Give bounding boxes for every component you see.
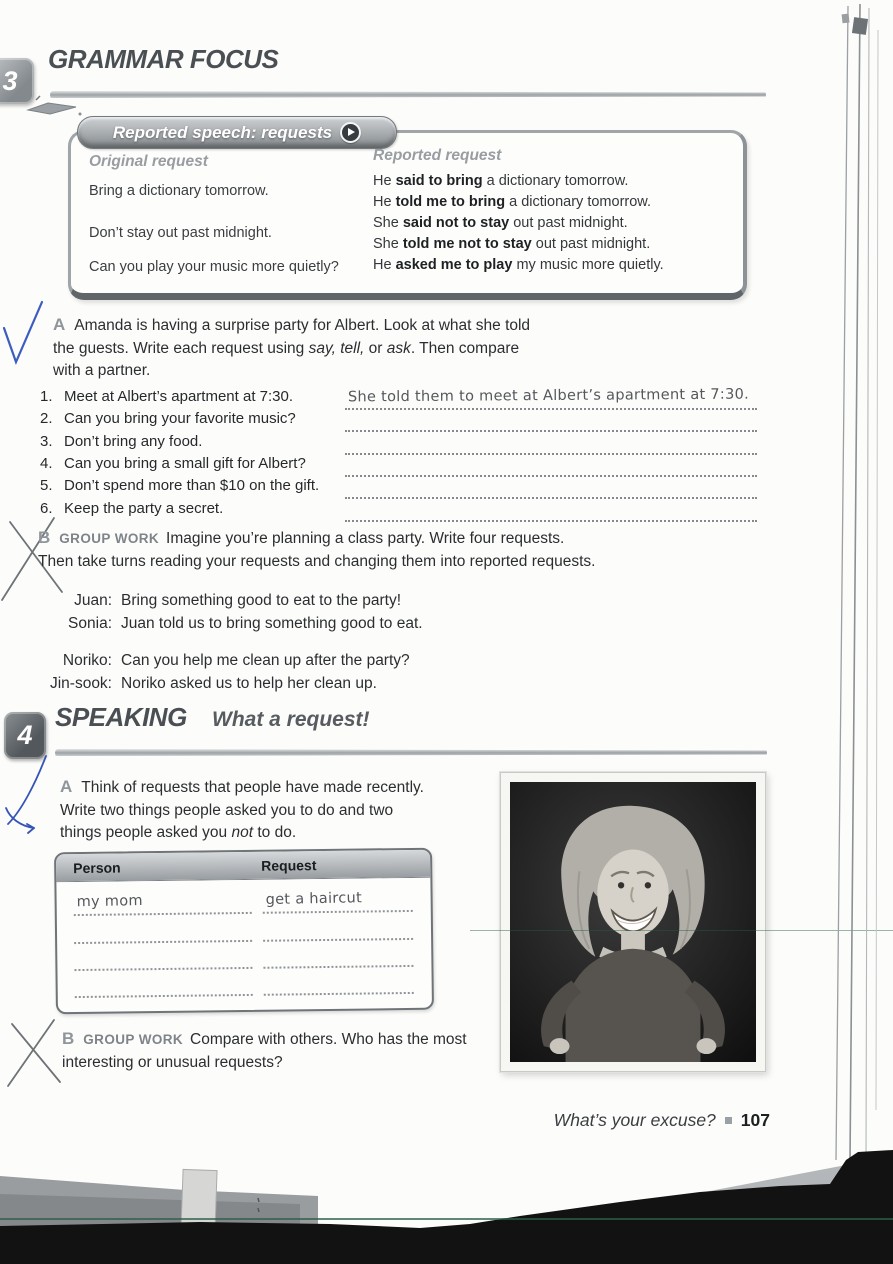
list-item <box>40 477 860 499</box>
list-item <box>40 388 860 410</box>
item-number: 3. <box>40 433 53 450</box>
page-footer <box>430 1110 770 1131</box>
text-line: with a partner. <box>53 362 151 379</box>
answer-line <box>345 386 757 410</box>
request-cell <box>264 974 414 996</box>
text: He <box>373 194 396 210</box>
speaker-name: Noriko: <box>62 652 112 669</box>
handwritten-entry: my mom <box>76 893 144 911</box>
italic-text: ask <box>386 339 411 357</box>
group-work-tag: GROUP WORK <box>83 1032 184 1047</box>
text-line <box>38 527 678 551</box>
text: She <box>373 215 403 231</box>
text: out past midnight. <box>509 215 628 231</box>
dialog-text: Can you help me clean up after the party? <box>121 652 410 669</box>
speaker-name: Jin-sook: <box>49 675 112 692</box>
text: or <box>364 339 387 357</box>
answer-line <box>345 412 757 432</box>
text-line: interesting or unusual requests? <box>62 1053 283 1071</box>
original-request-item: Can you play your music more quietly? <box>89 259 339 275</box>
pen-nib-ornament <box>26 98 84 120</box>
dialog-line <box>36 675 636 693</box>
exercise-3b-instructions <box>38 527 678 573</box>
bold-text: told me not to stay <box>402 236 532 252</box>
text: . Then compare <box>410 339 520 357</box>
request-cell <box>263 947 413 969</box>
grammar-box <box>68 122 747 300</box>
item-text: Can you bring a small gift for Albert? <box>64 455 306 472</box>
dialog-text: Bring something good to eat to the party! <box>121 592 402 609</box>
item-text: Don’t spend more than $10 on the gift. <box>64 477 320 494</box>
text-line <box>62 1028 502 1052</box>
exercise-label-a: A <box>60 777 73 796</box>
text-line <box>60 776 490 800</box>
column-heading-original: Original request <box>89 153 208 170</box>
exercise-label-a: A <box>53 315 66 334</box>
table-row <box>57 892 431 917</box>
handwritten-answer: She told them to meet at Albert’s apartment at 7:30. <box>347 386 750 406</box>
item-text: Keep the party a secret. <box>64 500 224 517</box>
reported-request-column <box>373 147 733 276</box>
original-request-item: Bring a dictionary tomorrow. <box>89 183 269 199</box>
section-number-badge: 4 <box>4 712 46 759</box>
text: a dictionary tomorrow. <box>482 173 629 189</box>
italic-text: not <box>231 824 254 841</box>
dialog-text: Juan told us to bring something good to eat. <box>121 615 423 632</box>
list-item <box>40 455 860 477</box>
reported-request-item <box>373 171 733 192</box>
page-edge-lines <box>826 0 893 1170</box>
text: He <box>373 173 396 189</box>
grammar-box-title: Reported speech: requests <box>112 122 333 142</box>
table-row <box>57 920 431 945</box>
exercise-4a-instructions <box>60 776 490 845</box>
item-number: 1. <box>40 388 53 405</box>
text-line: Write two things people asked you to do and two <box>60 801 394 819</box>
exercise-label-b: B <box>38 528 51 547</box>
answer-line <box>345 479 757 499</box>
footer-bullet <box>725 1117 732 1124</box>
exercise-4b-instructions <box>62 1028 502 1074</box>
list-item <box>40 433 860 455</box>
section-subtitle: What a request! <box>212 708 370 731</box>
group-work-tag: GROUP WORK <box>59 531 160 546</box>
text-line <box>53 314 633 338</box>
text: out past midnight. <box>531 236 651 252</box>
reported-request-item <box>373 213 733 234</box>
text: She <box>373 236 403 252</box>
answer-line <box>345 435 757 455</box>
request-cell <box>263 892 413 914</box>
section-title-speaking: SPEAKING <box>55 702 187 732</box>
bold-text: said not to stay <box>402 215 510 231</box>
text: my music more quietly. <box>512 257 664 273</box>
item-text: Meet at Albert’s apartment at 7:30. <box>64 388 294 405</box>
section-divider-rule <box>55 749 767 756</box>
dialog-line <box>36 615 636 633</box>
person-cell <box>74 922 252 944</box>
portrait-illustration <box>510 782 756 1062</box>
person-cell <box>74 949 252 971</box>
text: Amanda is having a surprise party for Albert. Look at what she told <box>74 317 531 334</box>
person-cell <box>75 976 253 998</box>
reported-request-item <box>373 234 733 255</box>
text: Compare with others. Who has the most <box>190 1031 467 1048</box>
text: the guests. Write each request using <box>53 339 309 357</box>
dialog-line <box>36 652 636 670</box>
blue-checkmark-annotation <box>0 300 50 370</box>
page-number: 107 <box>740 1110 770 1130</box>
item-text: Can you bring your favorite music? <box>64 410 296 427</box>
answer-line <box>345 502 757 522</box>
speaker-name: Juan: <box>74 592 112 609</box>
column-header-person: Person <box>73 859 121 876</box>
item-number: 5. <box>40 477 53 494</box>
italic-text: say, tell, <box>308 339 365 357</box>
speaker-name: Sonia: <box>68 615 112 632</box>
portrait-photo <box>500 772 766 1072</box>
text-line <box>53 338 633 361</box>
bold-text: said to bring <box>395 173 483 189</box>
column-heading-reported: Reported request <box>373 147 502 164</box>
section-divider-rule <box>50 91 766 98</box>
grammar-box-tab <box>77 116 397 149</box>
dialog-text: Noriko asked us to help her clean up. <box>121 675 377 692</box>
table-row <box>57 947 431 972</box>
reported-request-item <box>373 255 733 276</box>
text: Imagine you’re planning a class party. Write four requests. <box>166 530 565 547</box>
bold-text: asked me to play <box>395 257 513 273</box>
text: to do. <box>253 824 297 841</box>
item-text: Don’t bring any food. <box>64 433 203 450</box>
text: things people asked you <box>60 824 232 841</box>
reported-request-item <box>373 192 733 213</box>
person-cell <box>74 894 252 916</box>
section-title-grammar-focus: GRAMMAR FOCUS <box>48 44 279 74</box>
table-row <box>58 974 432 999</box>
item-number: 6. <box>40 500 53 517</box>
text: Think of requests that people have made recently. <box>81 779 424 796</box>
answer-line <box>345 457 757 477</box>
table-header-row <box>56 850 430 883</box>
scan-bottom-artifact <box>0 1140 893 1264</box>
request-cell <box>263 920 413 942</box>
bold-text: told me to bring <box>395 194 506 210</box>
list-item <box>40 500 860 522</box>
pencil-x-annotation <box>4 1018 66 1092</box>
original-request-item: Don’t stay out past midnight. <box>89 225 272 241</box>
person-request-table <box>54 848 434 1015</box>
text: He <box>373 257 396 273</box>
item-number: 2. <box>40 410 53 427</box>
unit-title: What’s your excuse? <box>553 1110 716 1130</box>
text-line: Then take turns reading your requests and changing them into reported requests. <box>38 552 596 570</box>
text: a dictionary tomorrow. <box>505 194 651 210</box>
original-request-column <box>89 153 359 275</box>
exercise-3a-instructions <box>53 314 633 383</box>
handwritten-entry: get a haircut <box>265 890 363 909</box>
play-icon <box>340 122 361 143</box>
list-item <box>40 410 860 432</box>
text-line <box>60 822 490 845</box>
dialog-line <box>36 592 636 610</box>
item-number: 4. <box>40 455 53 472</box>
exercise-label-b: B <box>62 1029 75 1048</box>
column-header-request: Request <box>261 856 317 874</box>
section-number-badge: 3 <box>0 58 34 104</box>
